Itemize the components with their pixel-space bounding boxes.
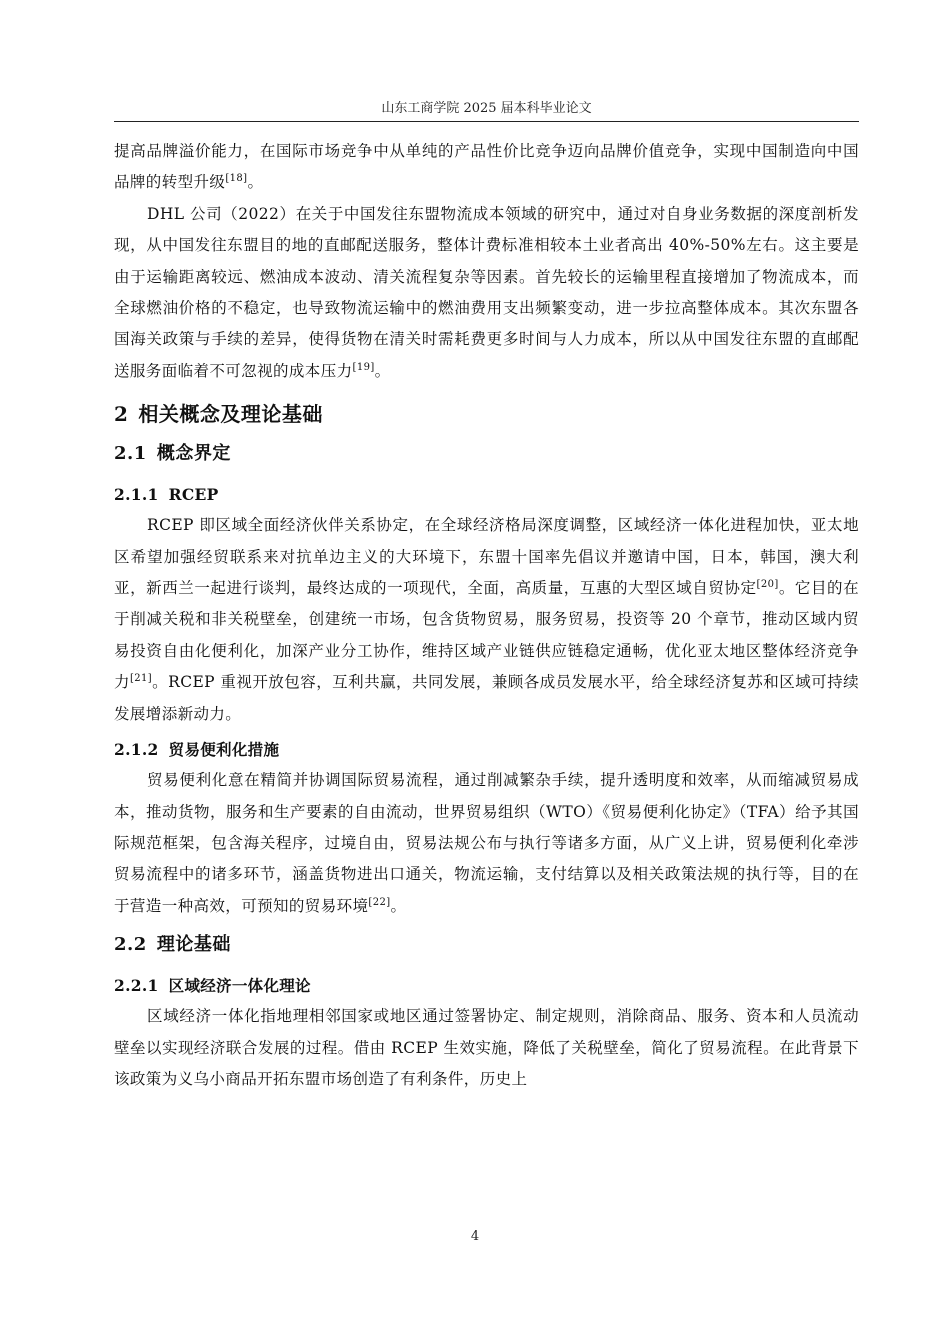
paragraph-end: 。 [374,361,391,380]
section-number: 2 [114,402,129,427]
citation-ref: [18] [225,173,248,185]
section-number: 2.2.1 [114,976,159,996]
section-title: 贸易便利化措施 [168,740,280,760]
citation-ref: [20] [756,579,779,591]
paragraph-brand-upgrade [114,136,859,199]
paragraph-regional-integration [114,1001,859,1095]
section-heading-2-2-1 [114,970,859,1001]
paragraph-text: 贸易便利化意在精简并协调国际贸易流程，通过削减繁杂手续，提升透明度和效率，从而缩减贸易成本，推动货物，服务和生产要素的自由流动，世界贸易组织（WTO）《贸易便利化协定》（TFA）给予其国际规范框架，包含海关程序，过境自由，贸易法规公布与执行等诸多方面，从广义上讲，贸易便利化牵涉贸易流程中的诸多环节，涵盖货物进出口通关，物流运输，支付结算以及相关政策法规的执行等，目的在于营造一种高效，可预知的贸易环境 [114,771,859,915]
section-title: 概念界定 [156,443,231,465]
section-number: 2.1.1 [114,485,159,505]
paragraph-end: 。 [390,896,407,915]
section-title: RCEP [168,485,219,505]
paragraph-dhl-study [114,199,859,387]
citation-ref: [19] [352,361,375,373]
page-body [114,136,859,1095]
section-heading-2 [114,397,859,431]
section-heading-2-1-2 [114,734,859,765]
paragraph-text: 区域经济一体化指地理相邻国家或地区通过签署协定、制定规则，消除商品、服务、资本和人员流动壁垒以实现经济联合发展的过程。借由 RCEP 生效实施，降低了关税壁垒，简化了贸易流程。在此背景下该政策为义乌小商品开拓东盟市场创造了有利条件，历史上 [114,1007,859,1088]
paragraph-text: DHL 公司（2022）在关于中国发往东盟物流成本领域的研究中，通过对自身业务数据的深度剖析发现，从中国发往东盟目的地的直邮配送服务，整体计费标准相较本土业者高出 40%-50%左右。这主要是由于运输距离较远、燃油成本波动、清关流程复杂等因素。首先较长的运输里程直接增加了物流成本，而全球燃油价格的不稳定，也导致物流运输中的燃油费用支出频繁变动，进一步拉高整体成本。其次东盟各国海关政策与手续的差异，使得货物在清关时需耗费更多时间与人力成本，所以从中国发往东盟的直邮配送服务面临着不可忽视的成本压力 [114,204,859,380]
paragraph-text: 提高品牌溢价能力，在国际市场竞争中从单纯的产品性价比竞争迈向品牌价值竞争，实现中国制造向中国品牌的转型升级 [114,142,859,192]
paragraph-end: 。 [247,173,264,192]
section-number: 2.2 [114,934,147,956]
page-number: 4 [470,1229,480,1244]
citation-ref: [21] [129,673,153,685]
section-title: 区域经济一体化理论 [168,976,311,996]
section-title: 相关概念及理论基础 [138,402,323,427]
paragraph-text: RCEP 即区域全面经济伙伴关系协定，在全球经济格局深度调整，区域经济一体化进程加快，亚太地区希望加强经贸联系来对抗单边主义的大环境下，东盟十国率先倡议并邀请中国，日本，韩国，澳大利亚，新西兰一起进行谈判，最终达成的一项现代，全面，高质量，互惠的大型区域自贸协定 [114,516,859,598]
paragraph-trade-facilitation [114,765,859,922]
paragraph-rcep-definition [114,510,859,730]
section-number: 2.1.2 [114,740,159,760]
paragraph-text: 。它目的在于削减关税和非关税壁垒，创建统一市场，包含货物贸易，服务贸易，投资等 20 个章节，推动区域内贸易投资自由化便利化，加深产业分工协作，维持区域产业链供应链稳定通畅，优化亚太地区整体经济竞争力 [114,579,859,692]
header-rule [114,121,859,122]
section-heading-2-2 [114,928,859,962]
running-header: 山东工商学院 2025 届本科毕业论文 [381,101,592,116]
section-heading-2-1 [114,437,859,471]
section-title: 理论基础 [156,934,231,956]
section-number: 2.1 [114,443,147,465]
paragraph-text: 。RCEP 重视开放包容，互利共赢，共同发展，兼顾各成员发展水平，给全球经济复苏和区域可持续发展增添新动力。 [114,673,859,723]
section-heading-2-1-1 [114,479,859,510]
citation-ref: [22] [368,896,391,908]
